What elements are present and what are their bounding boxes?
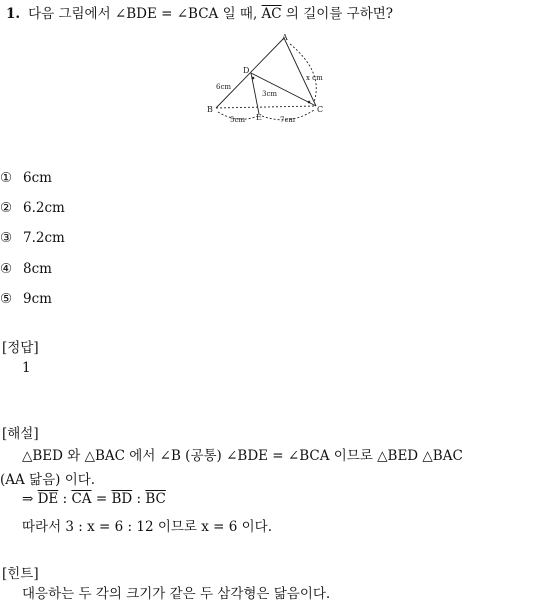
label-e: E	[256, 113, 262, 122]
question-segment: $\overline{AC}$	[261, 6, 282, 22]
label-c: C	[317, 105, 324, 114]
choice-5-value: 9cm	[23, 291, 52, 307]
hint-heading: [힌트]	[2, 566, 39, 582]
ratio-colon-1: :	[58, 491, 72, 507]
choice-1-value: 6cm	[23, 170, 52, 186]
answer-heading: [정답]	[2, 340, 39, 356]
explanation-line-3	[22, 491, 166, 507]
choice-2[interactable]	[0, 200, 65, 218]
arc-ac	[290, 44, 316, 102]
label-b: B	[207, 105, 213, 114]
ratio-colon-2: :	[132, 491, 146, 507]
choice-2-value: 6.2cm	[23, 200, 65, 216]
choice-4[interactable]	[0, 261, 52, 279]
side-bc	[216, 106, 316, 108]
explanation-heading: [해설]	[2, 426, 39, 442]
ratio-ca: $\overline{CA}$	[71, 491, 92, 507]
hint-text: 대응하는 두 각의 크기가 같은 두 삼각형은 닮음이다.	[22, 586, 331, 602]
question-text-after: 의 길이를 구하면?	[281, 6, 394, 22]
ratio-equals: =	[91, 491, 112, 507]
side-ac	[284, 38, 316, 106]
choice-4-mark: ④	[0, 261, 13, 277]
choice-3-mark: ③	[0, 230, 13, 246]
choice-3-value: 7.2cm	[23, 230, 65, 246]
answer-value: 1	[22, 360, 31, 376]
question-text-before: 다음 그림에서 ∠BDE = ∠BCA 일 때,	[28, 6, 262, 22]
ratio-de: $\overline{DE}$	[37, 491, 59, 507]
triangle-figure	[204, 32, 336, 128]
ratio-arrow: ⇒	[22, 491, 38, 507]
question	[6, 2, 393, 22]
explanation-line-1: △BED 와 △BAC 에서 ∠B (공통) ∠BDE = ∠BCA 이므로 △BED △BAC	[22, 448, 463, 464]
label-a: A	[282, 33, 288, 42]
ratio-bc: $\overline{BC}$	[145, 491, 166, 507]
choice-3[interactable]	[0, 230, 65, 248]
choice-5-mark: ⑤	[0, 291, 13, 307]
explanation-line-2: (AA 닮음) 이다.	[0, 472, 96, 488]
label-d: D	[243, 66, 250, 75]
label-ec: 7cm	[280, 116, 296, 124]
ratio-bd: $\overline{BD}$	[111, 491, 133, 507]
segment-de	[251, 73, 259, 114]
choice-4-value: 8cm	[23, 261, 52, 277]
choice-2-mark: ②	[0, 200, 13, 216]
angle-mark-d	[252, 77, 255, 80]
explanation-line-4: 따라서 3 : x = 6 : 12 이므로 x = 6 이다.	[22, 519, 273, 535]
choice-1-mark: ①	[0, 170, 13, 186]
choice-1[interactable]	[0, 170, 52, 188]
label-ac: x cm	[306, 74, 323, 82]
angle-mark-c	[308, 101, 311, 104]
choice-5[interactable]	[0, 291, 52, 309]
label-de: 3cm	[262, 90, 278, 98]
question-number: 1.	[6, 6, 21, 22]
label-bd: 6cm	[216, 83, 232, 91]
label-be: 5cm	[230, 116, 246, 124]
